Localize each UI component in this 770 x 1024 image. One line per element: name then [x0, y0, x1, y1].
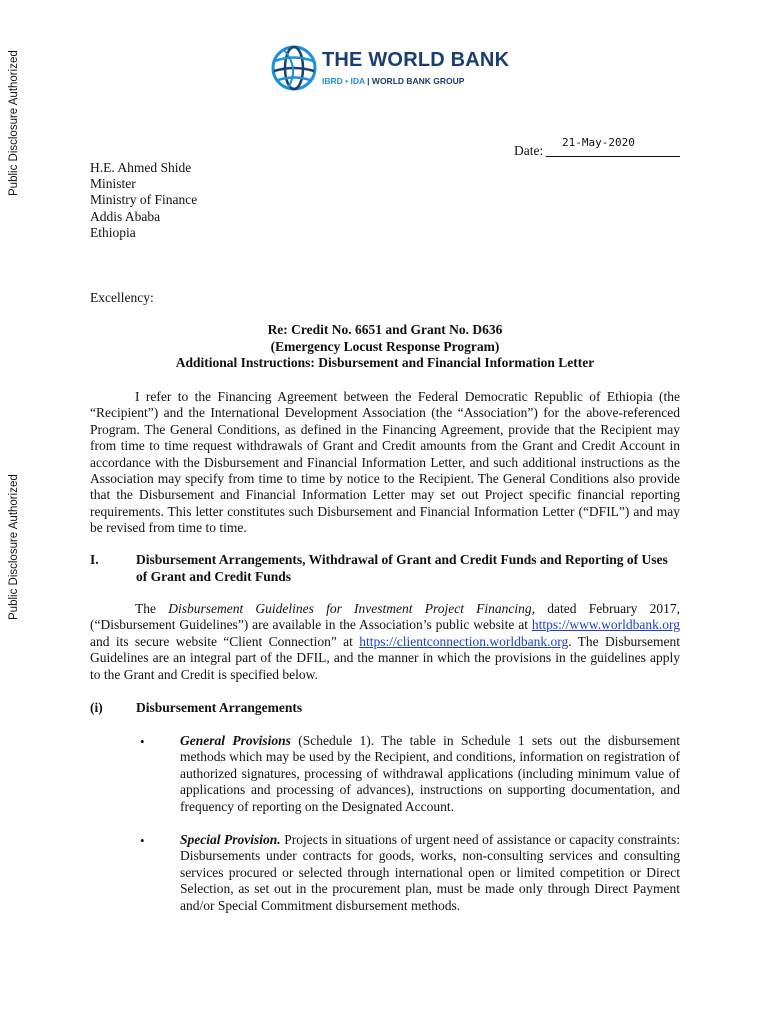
bullet-icon: •	[140, 833, 145, 848]
worldbank-link[interactable]: https://www.worldbank.org	[531, 617, 680, 633]
recipient-office: Ministry of Finance	[90, 192, 198, 208]
bullet-icon: •	[140, 734, 145, 749]
globe-icon	[270, 44, 318, 92]
subject-block	[90, 322, 680, 372]
recipient-name: H.E. Ahmed Shide	[90, 160, 192, 175]
logo-title: THE WORLD BANK	[322, 49, 510, 71]
world-bank-logo	[270, 44, 510, 96]
recipient-country: Ethiopia	[90, 224, 136, 240]
section-number: I.	[90, 552, 99, 567]
logo-subtitle: IBRD • IDA | WORLD BANK GROUP	[322, 76, 465, 86]
date-value: 21-May-2020	[562, 136, 635, 149]
section-title: Disbursement Arrangements, Withdrawal of Grant and Credit Funds and Reporting of Uses of Grant and Credit Funds	[136, 552, 668, 584]
subject-line-3: Additional Instructions: Disbursement and Financial Information Letter	[175, 355, 595, 370]
subject-line-2: (Emergency Locust Response Program)	[270, 338, 500, 354]
disclosure-mark-middle: Public Disclosure Authorized	[8, 474, 20, 620]
subsection-title: Disbursement Arrangements	[136, 700, 303, 715]
bullet-special-provision: Special Provision. Projects in situations of urgent need of assistance or capacity constraints: Disbursements under contracts for goods, works, non-consulting services and consulting services procured or selected through international open or limited competition or Direct Selection, as set out in the procurement plan, must be made only through Direct Payment and/or Special Commitment disbursement methods.	[180, 832, 681, 913]
recipient-title: Minister	[90, 176, 136, 192]
date-label: Date:	[514, 143, 544, 158]
recipient-address	[90, 160, 197, 241]
subject-line-1: Re: Credit No. 6651 and Grant No. D636	[267, 322, 503, 337]
guidelines-paragraph: The Disbursement Guidelines for Investment Project Financing, dated February 2017, (“Disbursement Guidelines”) are available in the Association’s public website at https://www.worldbank.org and its secure website “Client Connection” at https://clientconnection.worldbank.org. The Disbursement Guidelines are an integral part of the DFIL, and the manner in which the provisions in the guidelines apply to the Grant and Credit is specified below.	[90, 601, 680, 682]
subsection-number: (i)	[90, 700, 103, 715]
intro-paragraph: I refer to the Financing Agreement between the Federal Democratic Republic of Ethiopia (the “Recipient”) and the International Development Association (the “Association”) for the above-referenced Program. The General Conditions, as defined in the Financing Agreement, provide that the Recipient may from time to time request withdrawals of Grant and Credit amounts from the Grant and Credit Account in accordance with the Disbursement and Financial Information Letter, and such additional instructions as the Association may specify from time to time by notice to the Recipient. The General Conditions also provide that the Disbursement and Financial Information Letter may set out Project specific financial reporting requirements. This letter constitutes such Disbursement and Financial Information Letter (“DFIL”) and may be revised from time to time.	[90, 389, 680, 536]
recipient-city: Addis Ababa	[90, 208, 161, 224]
client-connection-link[interactable]: https://clientconnection.worldbank.org	[359, 633, 569, 649]
salutation: Excellency:	[90, 290, 154, 305]
bullet-general-provisions: General Provisions (Schedule 1). The table in Schedule 1 sets out the disbursement methods which may be used by the Recipient, and conditions, information on registration of authorized signatures, processing of withdrawal applications (including minimum value of applications and processing of advances), instructions on supporting documentation, and frequency of reporting on the Designated Account.	[180, 733, 680, 814]
date-underline	[546, 156, 680, 157]
disclosure-mark-top: Public Disclosure Authorized	[8, 50, 20, 196]
guidelines-title: Disbursement Guidelines for Investment Project Financing,	[168, 601, 536, 616]
